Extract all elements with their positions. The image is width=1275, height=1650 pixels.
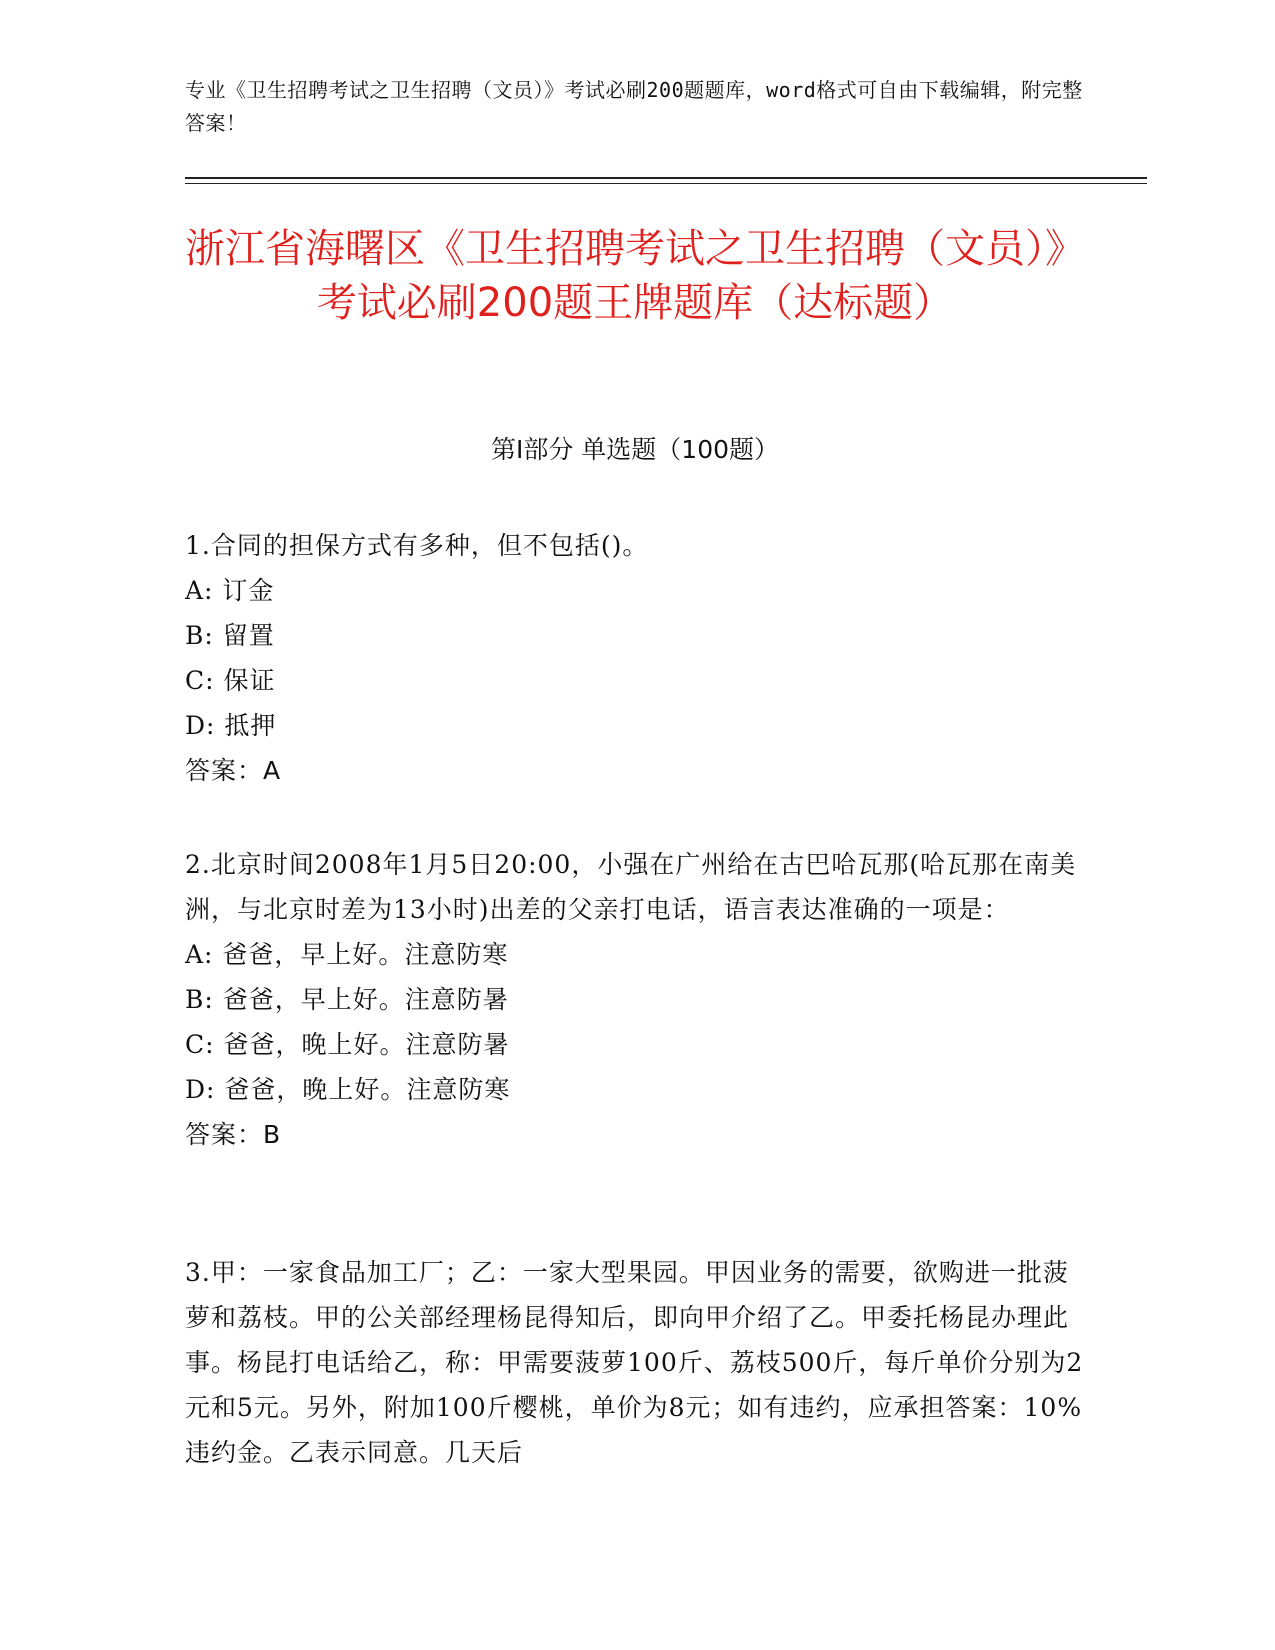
question-stem: 2.北京时间2008年1月5日20:00，小强在广州给在古巴哈瓦那(哈瓦那在南美洲，与北京时差为13小时)出差的父亲打电话，语言表达准确的一项是： [185, 850, 1077, 924]
question-1 [185, 523, 1085, 793]
section-title: 第Ⅰ部分 单选题（100题） [490, 435, 780, 464]
answer: 答案：A [185, 756, 282, 785]
question-2 [185, 842, 1085, 1157]
option-c: C: 保证 [185, 666, 276, 695]
option-b: B: 留置 [185, 621, 275, 650]
option-a: A: 爸爸，早上好。注意防寒 [185, 940, 509, 969]
header-note: 专业《卫生招聘考试之卫生招聘（文员）》考试必刷200题题库，word格式可自由下载编辑，附完整答案！ [185, 78, 1083, 135]
option-d: D: 爸爸，晚上好。注意防寒 [185, 1075, 511, 1104]
option-d: D: 抵押 [185, 711, 277, 740]
option-a: A: 订金 [185, 576, 275, 605]
option-c: C: 爸爸，晚上好。注意防暑 [185, 1030, 510, 1059]
question-3 [185, 1250, 1085, 1475]
question-stem: 1.合同的担保方式有多种，但不包括()。 [185, 531, 649, 560]
answer: 答案：B [185, 1120, 282, 1149]
header-divider-thin [185, 183, 1147, 184]
header-divider-thick [185, 177, 1147, 179]
document-title: 浙江省海曙区《卫生招聘考试之卫生招聘（文员）》考试必刷200题王牌题库（达标题） [185, 226, 1085, 326]
option-b: B: 爸爸，早上好。注意防暑 [185, 985, 509, 1014]
question-stem: 3.甲：一家食品加工厂；乙：一家大型果园。甲因业务的需要，欲购进一批菠萝和荔枝。甲的公关部经理杨昆得知后，即向甲介绍了乙。甲委托杨昆办理此事。杨昆打电话给乙，称：甲需要菠萝100斤、荔枝500斤，每斤单价分别为2元和5元。另外，附加100斤樱桃，单价为8元；如有违约，应承担答案：10%违约金。乙表示同意。几天后 [185, 1258, 1084, 1467]
